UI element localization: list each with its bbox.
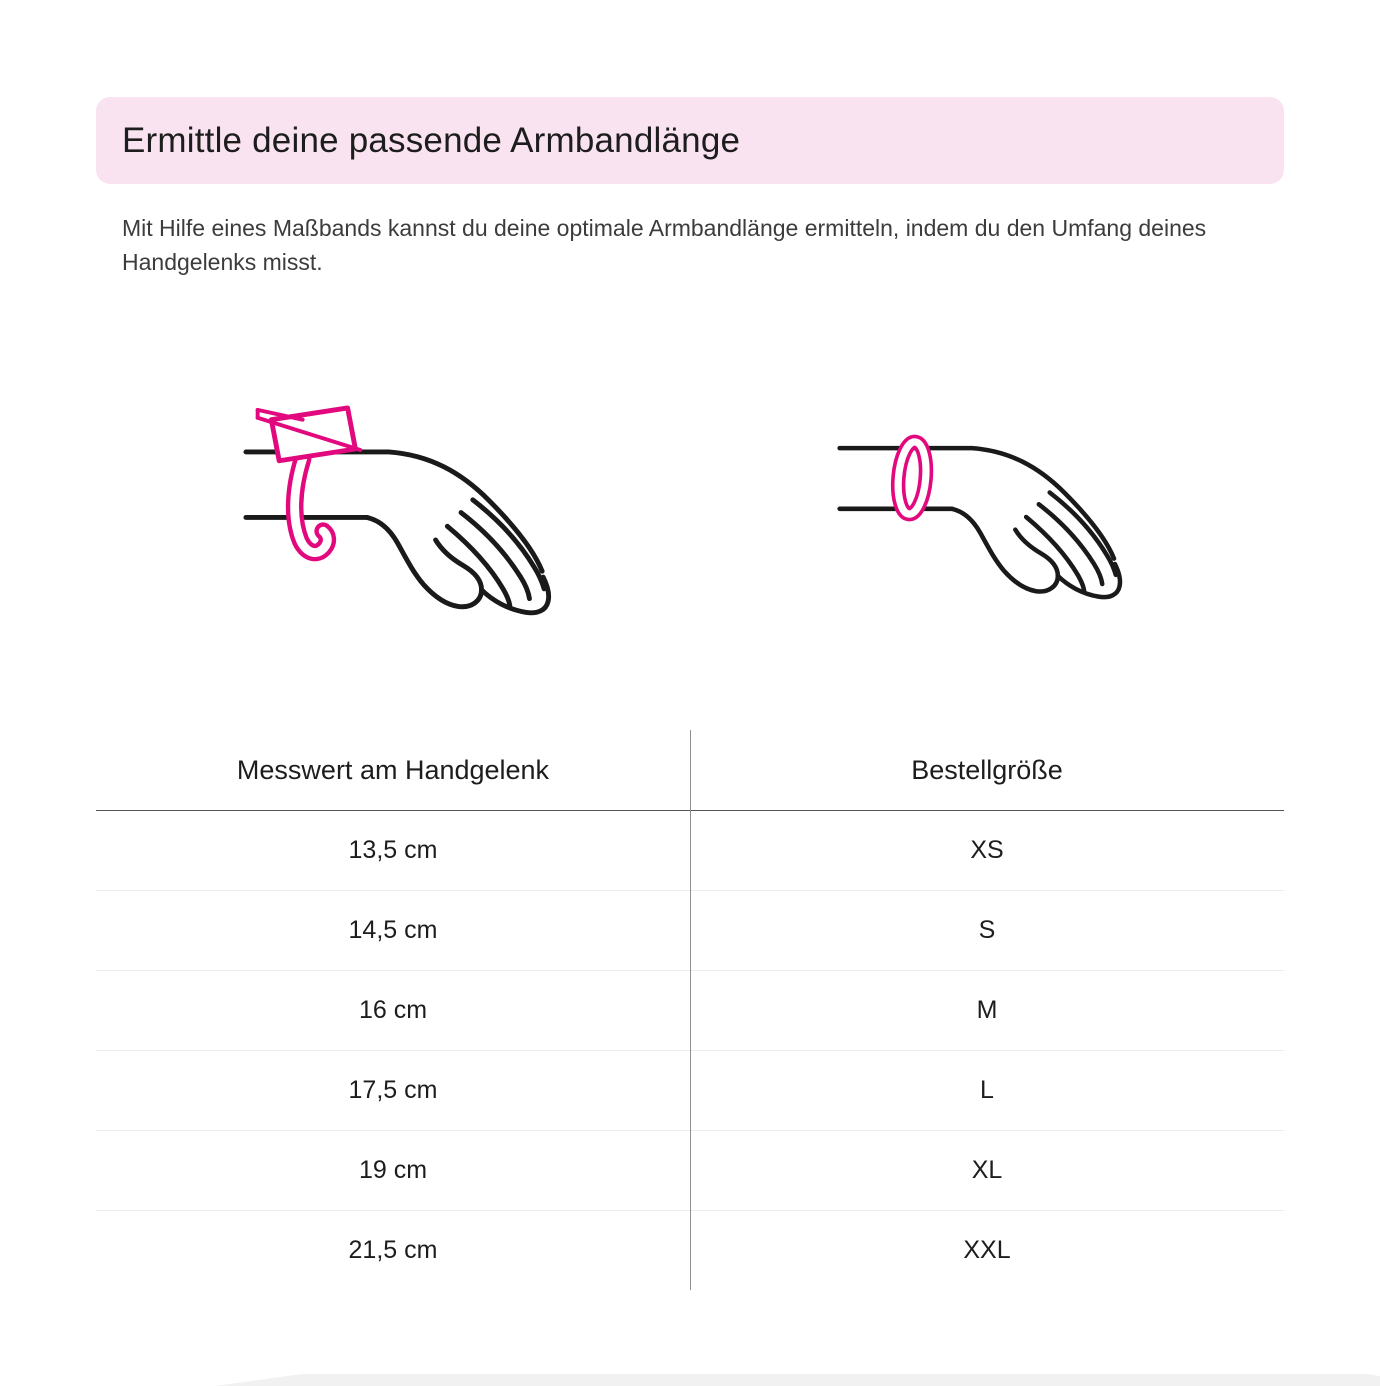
size-cell: S bbox=[978, 916, 996, 944]
measurement-cell: 16 cm bbox=[358, 996, 428, 1024]
measurement-cell: 19 cm bbox=[358, 1156, 428, 1184]
wrist-bracelet-illustration bbox=[836, 398, 1162, 616]
column-header-measurement: Messwert am Handgelenk bbox=[236, 754, 550, 785]
size-table bbox=[96, 730, 1284, 1290]
size-cell: L bbox=[980, 1076, 994, 1104]
page-title: Ermittle deine passende Armbandlänge bbox=[122, 120, 741, 160]
table-column-divider bbox=[690, 730, 691, 1290]
title-banner bbox=[96, 97, 1284, 184]
measurement-cell: 21,5 cm bbox=[348, 1236, 438, 1264]
size-cell: XL bbox=[971, 1156, 1003, 1184]
measurement-cell: 17,5 cm bbox=[348, 1076, 438, 1104]
measurement-cell: 14,5 cm bbox=[348, 916, 438, 944]
intro-text: Mit Hilfe eines Maßbands kannst du deine optimale Armbandlänge ermitteln, indem du den Umfang deines Handgelenks misst. bbox=[122, 215, 1207, 275]
size-cell: M bbox=[976, 996, 998, 1024]
column-header-size: Bestellgröße bbox=[911, 754, 1063, 785]
size-cell: XS bbox=[970, 836, 1004, 864]
size-cell: XXL bbox=[963, 1236, 1011, 1264]
measurement-cell: 13,5 cm bbox=[348, 836, 438, 864]
wrist-measuring-tape-illustration bbox=[242, 398, 594, 633]
footer-torn-edge bbox=[0, 1372, 1380, 1386]
